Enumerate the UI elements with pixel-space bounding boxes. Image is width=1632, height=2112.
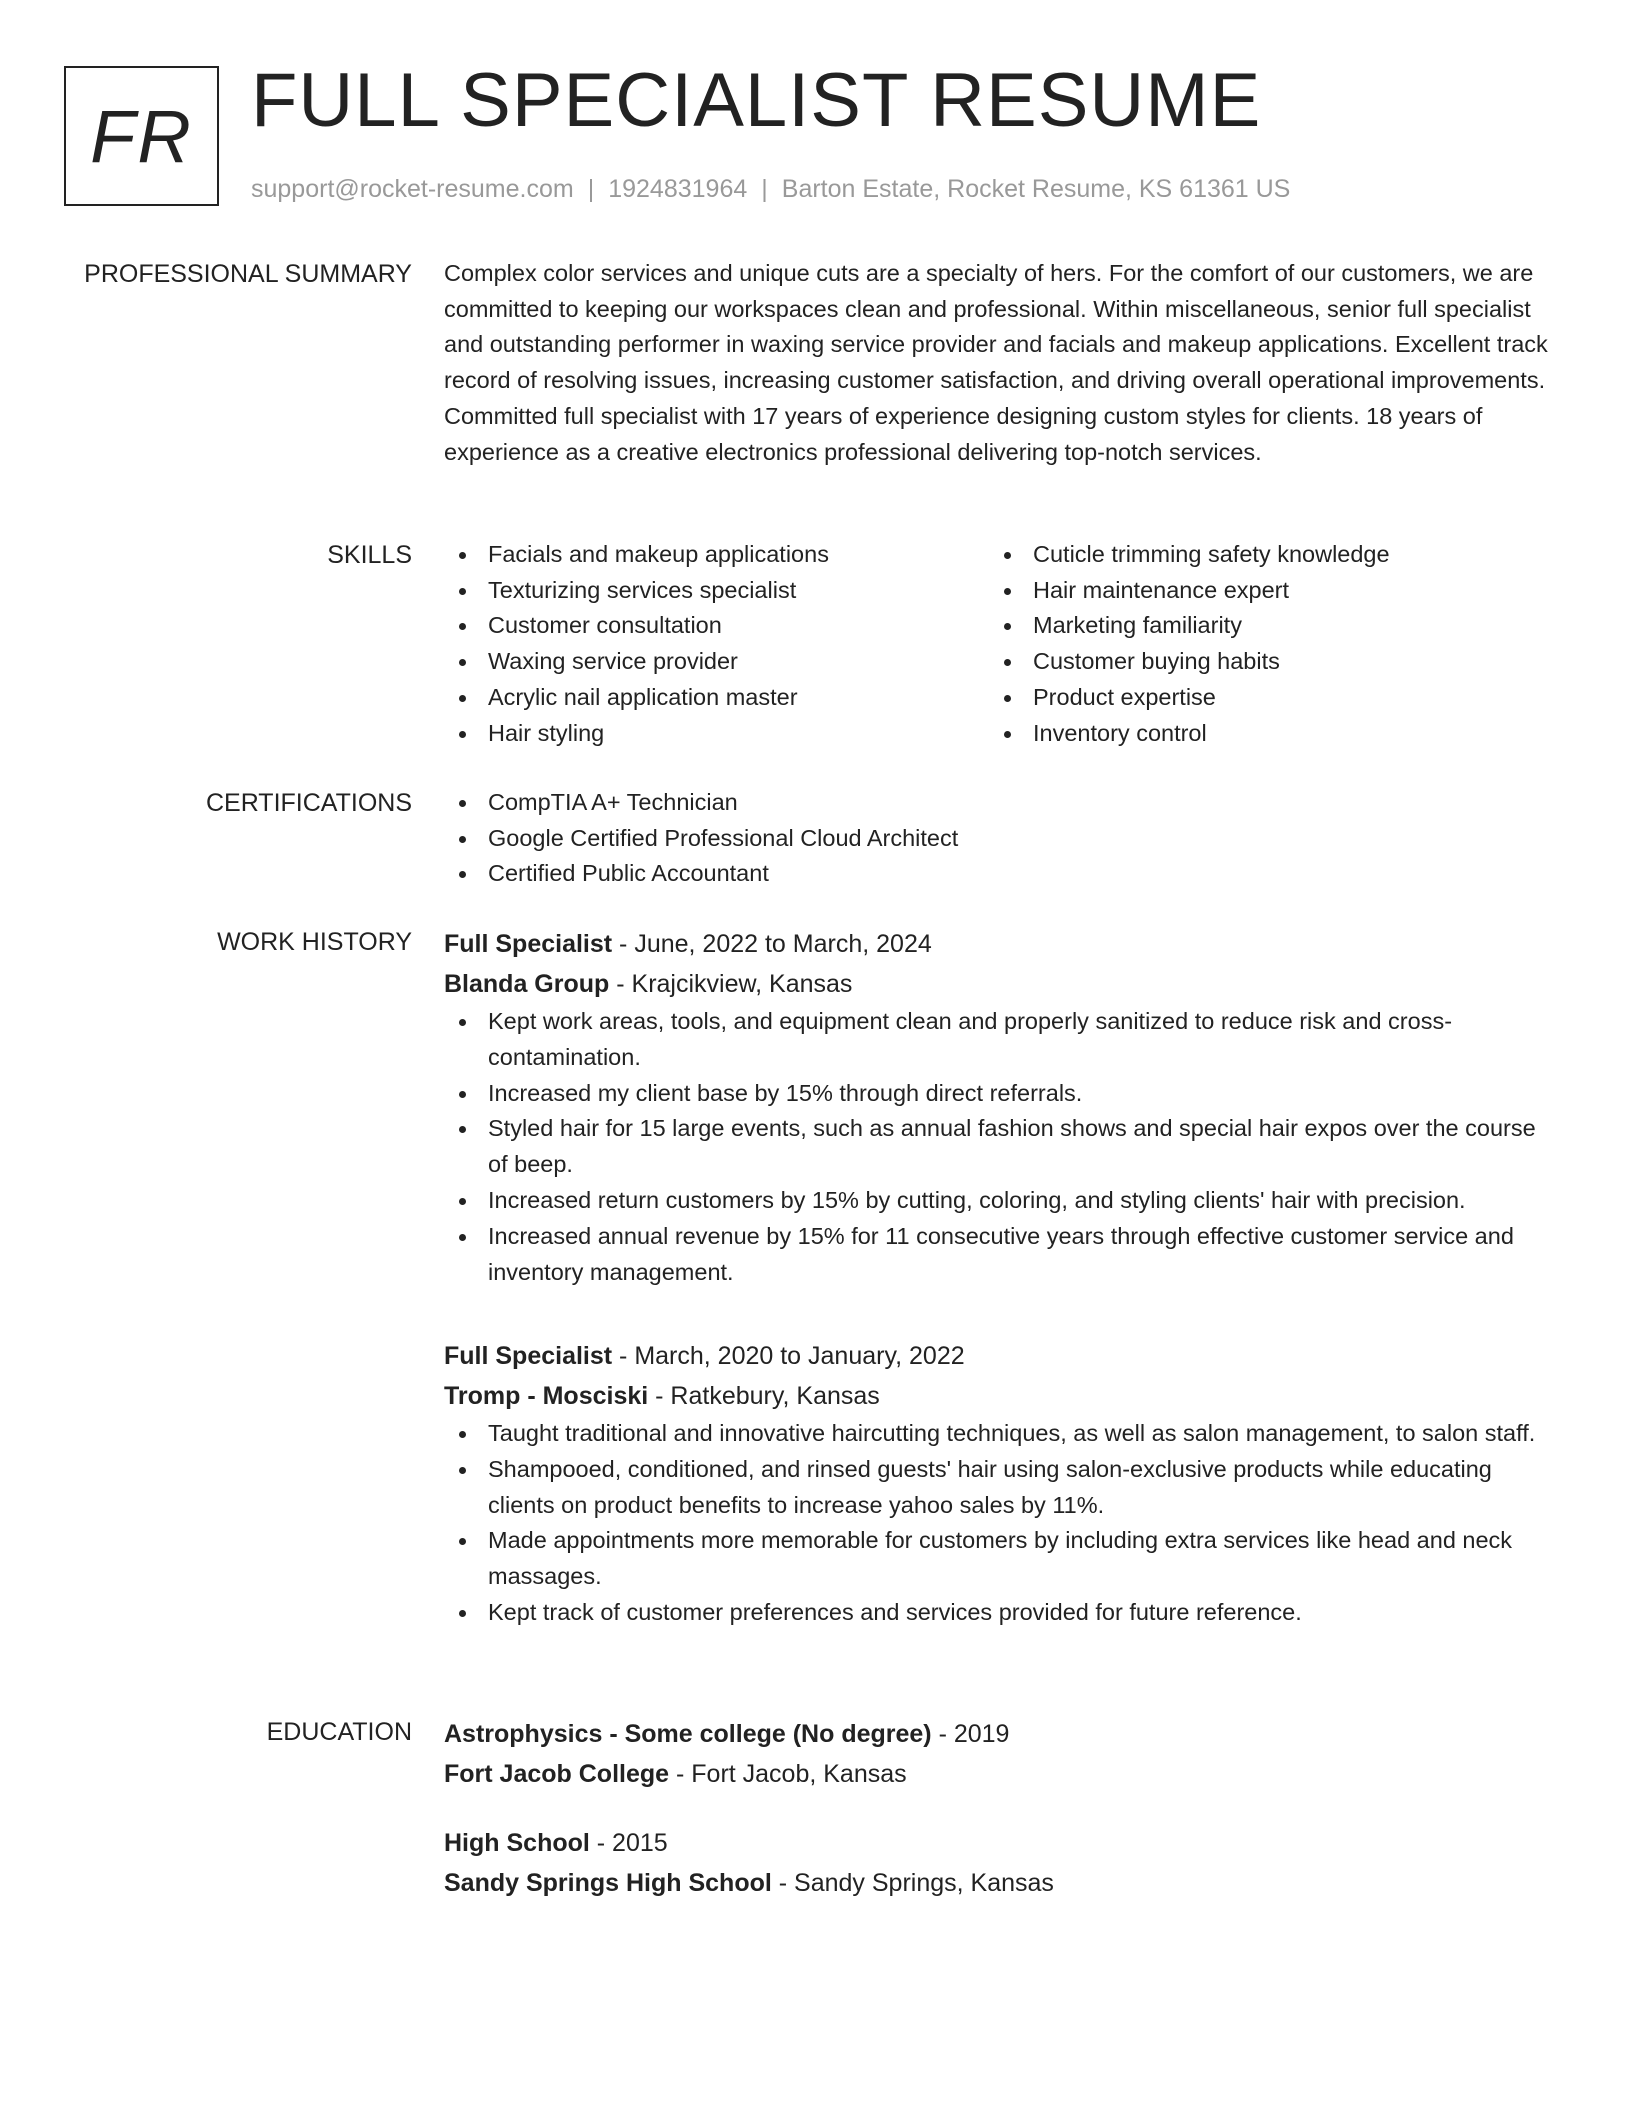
- skill-item: Customer consultation: [444, 608, 989, 644]
- job-title-line: [444, 1336, 1556, 1376]
- job-entry: [444, 1336, 1556, 1631]
- education-school-line: [444, 1754, 1556, 1794]
- job-title-line: [444, 924, 1556, 964]
- education-degree: High School: [444, 1829, 590, 1857]
- skill-item: Inventory control: [989, 716, 1534, 752]
- contact-line: [251, 172, 1290, 206]
- contact-email[interactable]: support@rocket-resume.com: [251, 175, 574, 203]
- summary-text: Complex color services and unique cuts are a specialty of hers. For the comfort of our customers, we are committed to keeping our workspaces clean and professional. Within miscellaneous, senior full specialist and outstanding performer in waxing service provider and facials and makeup applications. Excellent track record of resolving issues, increasing customer satisfaction, and driving overall operational improvements. Committed full specialist with 17 years of experience designing custom styles for clients. 18 years of experience as a creative electronics professional delivering top-notch services.: [444, 260, 1548, 465]
- skill-item: Waxing service provider: [444, 644, 989, 680]
- certification-item: CompTIA A+ Technician: [444, 785, 1556, 821]
- job-title: Full Specialist: [444, 930, 613, 958]
- education-school: Sandy Springs High School: [444, 1869, 772, 1897]
- education-year: - 2015: [589, 1829, 668, 1857]
- job-location: - Ratkebury, Kansas: [648, 1382, 880, 1410]
- job-dates: - March, 2020 to January, 2022: [612, 1342, 965, 1370]
- certification-item: Google Certified Professional Cloud Architect: [444, 821, 1556, 857]
- skill-item: Cuticle trimming safety knowledge: [989, 537, 1534, 573]
- job-dates: - June, 2022 to March, 2024: [612, 930, 932, 958]
- contact-phone[interactable]: 1924831964: [608, 175, 748, 203]
- skill-item: Texturizing services specialist: [444, 573, 989, 609]
- monogram-box: [64, 66, 219, 206]
- skill-item: Product expertise: [989, 680, 1534, 716]
- skills-body: [444, 537, 1556, 751]
- skill-item: Marketing familiarity: [989, 608, 1534, 644]
- skills-list-col1: [444, 537, 989, 751]
- certifications-body: [444, 785, 1556, 892]
- section-label-summary: PROFESSIONAL SUMMARY: [84, 260, 412, 288]
- job-bullet: Shampooed, conditioned, and rinsed guests' hair using salon-exclusive products while educating clients on product benefits to increase yahoo sales by 11%.: [444, 1452, 1556, 1524]
- resume-title: FULL SPECIALIST RESUME: [251, 58, 1262, 143]
- job-company: Tromp - Mosciski: [444, 1382, 649, 1410]
- education-degree-line: [444, 1823, 1556, 1863]
- job-company: Blanda Group: [444, 970, 610, 998]
- skill-item: Customer buying habits: [989, 644, 1534, 680]
- contact-address: Barton Estate, Rocket Resume, KS 61361 US: [781, 175, 1291, 203]
- monogram-initials: FR: [90, 94, 193, 178]
- education-location: - Sandy Springs, Kansas: [771, 1869, 1054, 1897]
- contact-separator: |: [587, 175, 595, 203]
- job-bullet: Increased my client base by 15% through direct referrals.: [444, 1076, 1556, 1112]
- skill-item: Facials and makeup applications: [444, 537, 989, 573]
- job-bullet: Taught traditional and innovative haircutting techniques, as well as salon management, to salon staff.: [444, 1416, 1556, 1452]
- section-label-education: EDUCATION: [266, 1718, 412, 1746]
- summary-body: [444, 256, 1556, 470]
- work-history-body-2: [444, 1336, 1556, 1631]
- education-school-line: [444, 1863, 1556, 1903]
- education-school: Fort Jacob College: [444, 1760, 670, 1788]
- education-degree-line: [444, 1714, 1556, 1754]
- contact-separator: |: [761, 175, 768, 203]
- certifications-list: [444, 785, 1556, 892]
- job-company-line: [444, 964, 1556, 1004]
- job-location: - Krajcikview, Kansas: [609, 970, 853, 998]
- job-title: Full Specialist: [444, 1342, 613, 1370]
- job-company-line: [444, 1376, 1556, 1416]
- education-entry: [444, 1823, 1556, 1903]
- education-body: [444, 1714, 1556, 1794]
- education-location: - Fort Jacob, Kansas: [669, 1760, 907, 1788]
- job-bullet: Styled hair for 15 large events, such as annual fashion shows and special hair expos over the course of beep.: [444, 1111, 1556, 1183]
- education-body-2: [444, 1823, 1556, 1903]
- job-bullet-list: [444, 1416, 1556, 1631]
- work-history-body: [444, 924, 1556, 1290]
- job-bullet: Kept track of customer preferences and services provided for future reference.: [444, 1595, 1556, 1631]
- education-year: - 2019: [931, 1720, 1010, 1748]
- certification-item: Certified Public Accountant: [444, 856, 1556, 892]
- education-degree: Astrophysics - Some college (No degree): [444, 1720, 932, 1748]
- skills-list-col2: [989, 537, 1534, 751]
- skill-item: Acrylic nail application master: [444, 680, 989, 716]
- job-bullet-list: [444, 1004, 1556, 1290]
- job-bullet: Increased return customers by 15% by cutting, coloring, and styling clients' hair with precision.: [444, 1183, 1556, 1219]
- section-label-work-history: WORK HISTORY: [217, 928, 412, 956]
- education-entry: [444, 1714, 1556, 1794]
- section-label-certifications: CERTIFICATIONS: [205, 789, 412, 817]
- job-bullet: Increased annual revenue by 15% for 11 consecutive years through effective customer service and inventory management.: [444, 1219, 1556, 1291]
- skill-item: Hair styling: [444, 716, 989, 752]
- skill-item: Hair maintenance expert: [989, 573, 1534, 609]
- job-bullet: Made appointments more memorable for customers by including extra services like head and neck massages.: [444, 1523, 1556, 1595]
- job-bullet: Kept work areas, tools, and equipment clean and properly sanitized to reduce risk and cross-contamination.: [444, 1004, 1556, 1076]
- section-label-skills: SKILLS: [327, 541, 412, 569]
- job-entry: [444, 924, 1556, 1290]
